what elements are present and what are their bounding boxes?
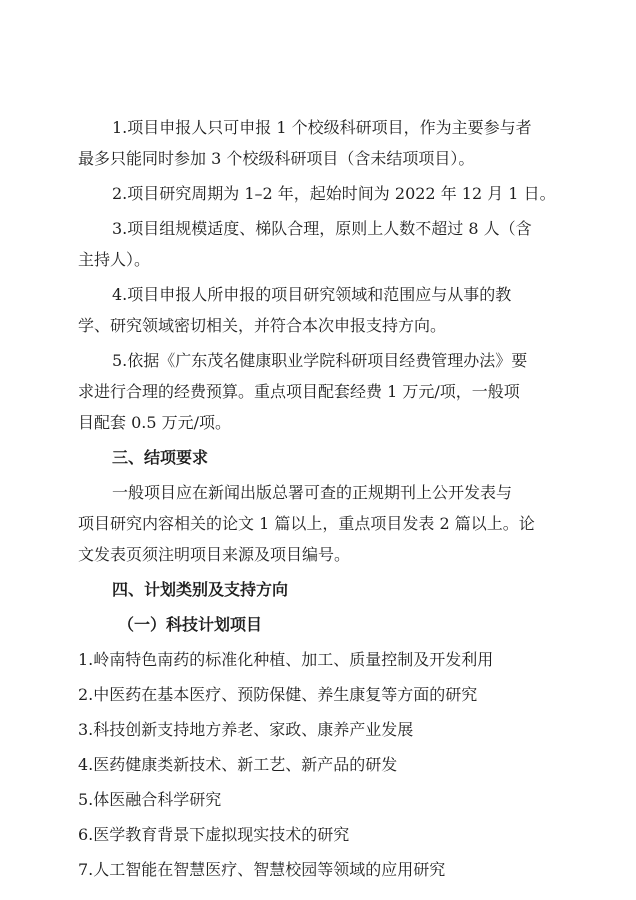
requirement-1-line-1: 1.项目申报人只可申报 1 个校级科研项目，作为主要参与者 <box>112 118 532 137</box>
section-3-heading: 三、结项要求 <box>112 448 209 467</box>
section-4-heading: 四、计划类别及支持方向 <box>112 580 289 599</box>
requirement-3-line-1: 3.项目组规模适度、梯队合理，原则上人数不超过 8 人（含 <box>112 219 532 238</box>
requirement-4-line-2: 学、研究领域密切相关，并符合本次申报支持方向。 <box>78 316 447 335</box>
section-3-body <box>78 477 564 570</box>
support-direction-item: 7.人工智能在智慧医疗、智慧校园等领域的应用研究 <box>78 860 446 879</box>
requirement-3 <box>78 213 564 275</box>
requirement-5-line-2: 求进行合理的经费预算。重点项目配套经费 1 万元/项，一般项 <box>78 382 520 401</box>
requirement-2-line-1: 2.项目研究周期为 1–2 年，起始时间为 2022 年 12 月 1 日。 <box>112 184 556 203</box>
requirement-4 <box>78 279 564 341</box>
support-direction-item: 1.岭南特色南药的标准化种植、加工、质量控制及开发利用 <box>78 650 494 669</box>
support-direction-item: 6.医学教育背景下虚拟现实技术的研究 <box>78 825 350 844</box>
section-3-line-1: 一般项目应在新闻出版总署可查的正规期刊上公开发表与 <box>112 483 513 502</box>
requirement-5-line-3: 目配套 0.5 万元/项。 <box>78 413 232 432</box>
support-direction-item: 4.医药健康类新技术、新工艺、新产品的研发 <box>78 755 398 774</box>
support-direction-item: 5.体医融合科学研究 <box>78 790 222 809</box>
section-3-line-3: 文发表页须注明项目来源及项目编号。 <box>78 545 351 564</box>
requirement-2 <box>78 178 564 209</box>
requirement-5-line-1: 5.依据《广东茂名健康职业学院科研项目经费管理办法》要 <box>112 351 528 370</box>
requirement-5 <box>78 345 564 438</box>
requirement-4-line-1: 4.项目申报人所申报的项目研究领域和范围应与从事的教 <box>112 285 512 304</box>
support-direction-item: 3.科技创新支持地方养老、家政、康养产业发展 <box>78 720 414 739</box>
requirement-1 <box>78 112 564 174</box>
section-3-line-2: 项目研究内容相关的论文 1 篇以上，重点项目发表 2 篇以上。论 <box>78 514 535 533</box>
requirement-1-line-2: 最多只能同时参加 3 个校级科研项目（含未结项项目）。 <box>78 149 475 168</box>
support-direction-item: 2.中医药在基本医疗、预防保健、养生康复等方面的研究 <box>78 685 478 704</box>
support-direction-list <box>78 644 564 885</box>
requirement-3-line-2: 主持人）。 <box>78 250 151 269</box>
section-4-subheading: （一）科技计划项目 <box>118 615 263 634</box>
